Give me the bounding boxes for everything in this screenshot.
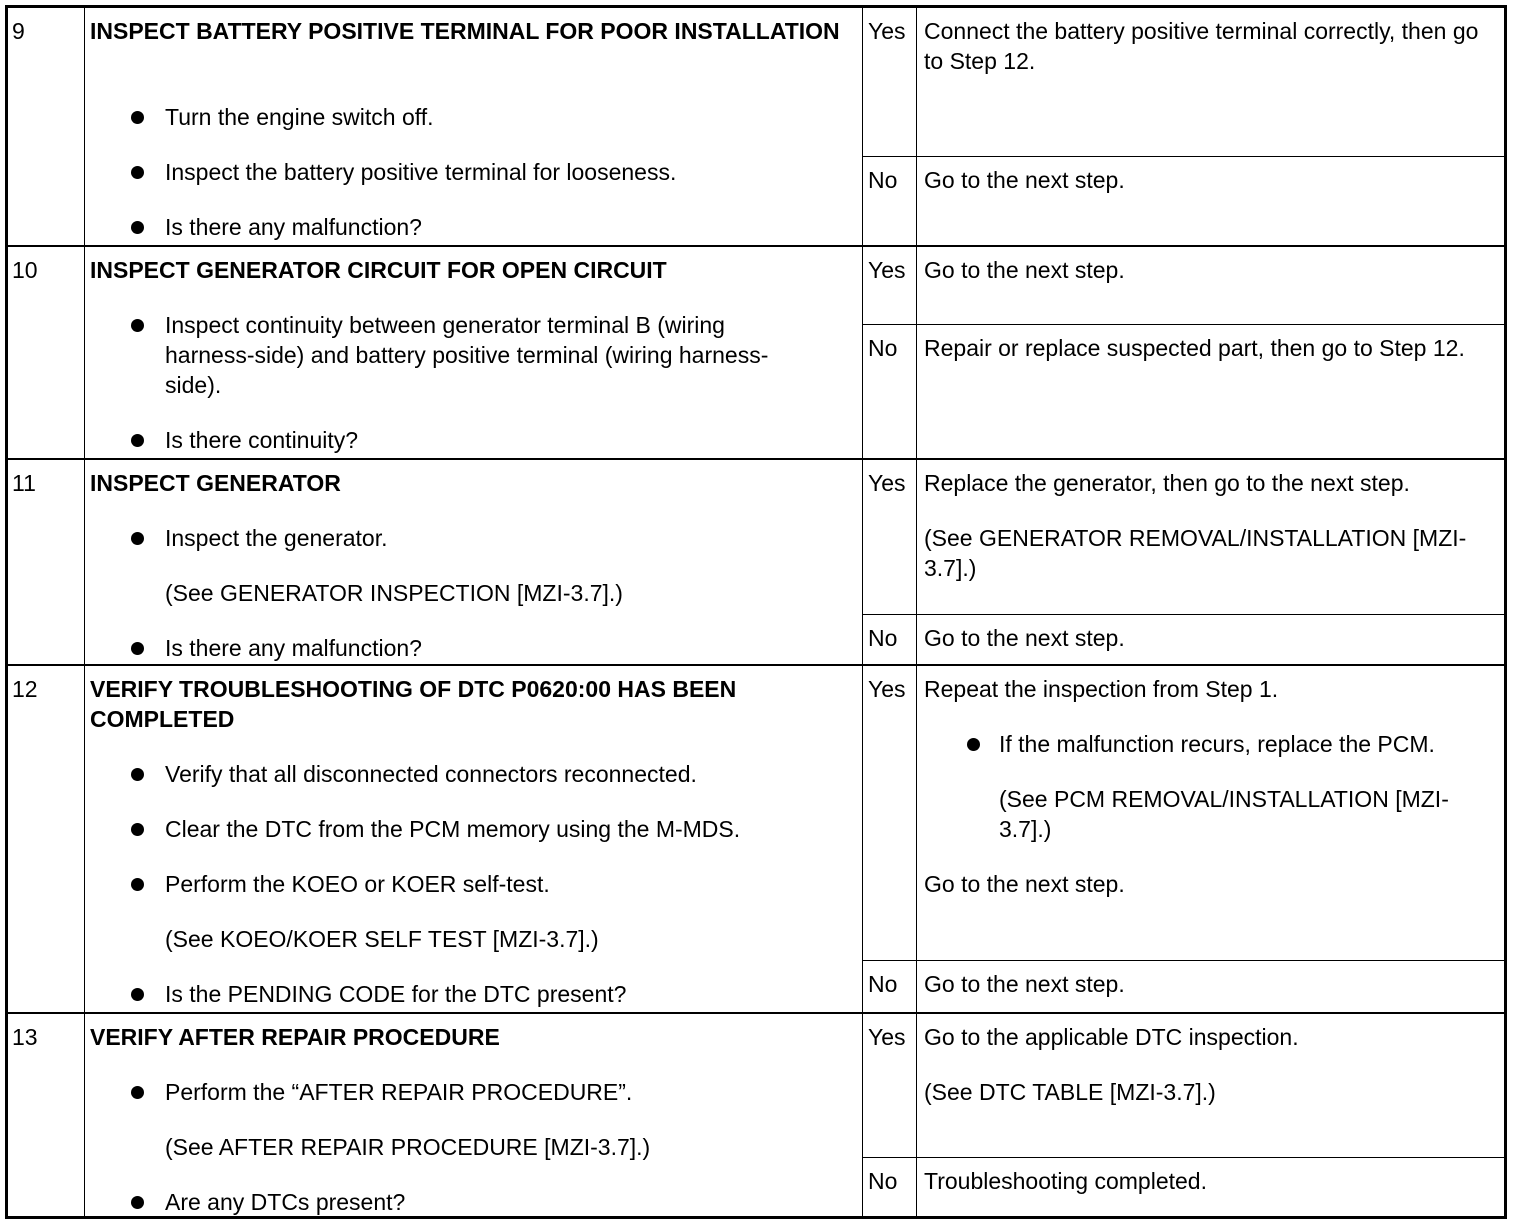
action-cell [85,8,863,245]
action-cell [85,247,863,458]
no-label: No [868,971,898,997]
no-result [863,157,1504,245]
bullet-icon [131,532,144,545]
no-text: Go to the next step. [924,971,1125,997]
bullet-item: Turn the engine switch off. [165,102,825,132]
yes-text: Go to the next step. [924,257,1125,283]
bullet-item: Verify that all disconnected connectors reconnected. [165,759,825,789]
bullet-item: Is there continuity? [165,425,825,455]
yes-label: Yes [868,18,906,44]
troubleshooting-table [5,5,1507,1219]
no-label: No [868,335,898,361]
bullet-item: Is there any malfunction? [165,633,825,663]
step-heading: INSPECT GENERATOR CIRCUIT FOR OPEN CIRCUIT [90,257,667,283]
step-heading: VERIFY AFTER REPAIR PROCEDURE [90,1024,500,1050]
step-heading: INSPECT BATTERY POSITIVE TERMINAL FOR POOR INSTALLATION [90,18,840,44]
no-text: Go to the next step. [924,167,1125,193]
bullet-item: Perform the “AFTER REPAIR PROCEDURE”. [165,1077,825,1107]
no-result [863,615,1504,664]
action-cell [85,460,863,664]
yes-bullet-item: If the malfunction recurs, replace the PCM. [999,729,1494,759]
bullet-icon [131,1086,144,1099]
reference-note: (See AFTER REPAIR PROCEDURE [MZI-3.7].) [165,1134,651,1160]
no-result [863,961,1504,1012]
step-number-cell [8,247,85,458]
yes-text: Replace the generator, then go to the next step. [924,470,1410,496]
bullet-item: Perform the KOEO or KOER self-test. [165,869,825,899]
yes-result [863,8,1504,157]
bullet-icon [131,642,144,655]
bullet-item: Inspect the generator. [165,523,825,553]
bullet-item: Clear the DTC from the PCM memory using the M-MDS. [165,814,825,844]
bullet-icon [131,221,144,234]
step-number: 10 [12,257,38,283]
bullet-item: Inspect the battery positive terminal for looseness. [165,157,825,187]
bullet-icon [967,738,980,751]
result-cell [863,666,1504,1012]
bullet-item: Is there any malfunction? [165,212,825,242]
yes-label: Yes [868,257,906,283]
bullet-icon [131,988,144,1001]
yes-label: Yes [868,470,906,496]
bullet-icon [131,166,144,179]
no-label: No [868,625,898,651]
bullet-item: Inspect continuity between generator terminal B (wiring harness-side) and battery positive terminal (wiring harness-side). [165,310,805,400]
yes-result [863,247,1504,325]
no-text: Troubleshooting completed. [924,1168,1207,1194]
step-heading: VERIFY TROUBLESHOOTING OF DTC P0620:00 HAS BEEN COMPLETED [90,676,737,732]
no-text: Repair or replace suspected part, then go to Step 12. [924,335,1465,361]
bullet-icon [131,319,144,332]
bullet-icon [131,823,144,836]
no-result [863,1158,1504,1216]
step-number-cell [8,460,85,664]
bullet-item: Is the PENDING CODE for the DTC present? [165,979,825,1009]
table-row [8,8,1504,247]
reference-note: (See GENERATOR INSPECTION [MZI-3.7].) [165,580,623,606]
yes-reference-note: (See PCM REMOVAL/INSTALLATION [MZI-3.7].) [999,786,1449,842]
no-text: Go to the next step. [924,625,1125,651]
step-number: 12 [12,676,38,702]
bullet-icon [131,111,144,124]
result-cell [863,247,1504,458]
bullet-icon [131,434,144,447]
step-number-cell [8,666,85,1012]
bullet-icon [131,1196,144,1209]
yes-label: Yes [868,1024,906,1050]
yes-reference-note: (See DTC TABLE [MZI-3.7].) [924,1079,1216,1105]
bullet-icon [131,768,144,781]
bullet-item: Are any DTCs present? [165,1187,825,1217]
yes-text: Go to the applicable DTC inspection. [924,1024,1299,1050]
result-cell [863,1014,1504,1216]
reference-note: (See KOEO/KOER SELF TEST [MZI-3.7].) [165,926,599,952]
yes-result [863,666,1504,961]
step-number: 9 [12,18,25,44]
bullet-icon [131,878,144,891]
action-cell [85,666,863,1012]
no-label: No [868,167,898,193]
table-row [8,247,1504,460]
step-number: 11 [12,470,36,496]
yes-result [863,1014,1504,1158]
yes-text: Connect the battery positive terminal correctly, then go to Step 12. [924,18,1479,74]
step-number-cell [8,8,85,245]
result-cell [863,460,1504,664]
yes-text: Repeat the inspection from Step 1. [924,676,1279,702]
table-row [8,460,1504,666]
yes-label: Yes [868,676,906,702]
no-label: No [868,1168,898,1194]
step-number: 13 [12,1024,38,1050]
table-row [8,1014,1504,1216]
no-result [863,325,1504,458]
yes-reference-note: (See GENERATOR REMOVAL/INSTALLATION [MZI-3.7].) [924,525,1467,581]
step-heading: INSPECT GENERATOR [90,470,341,496]
table-row [8,666,1504,1014]
step-number-cell [8,1014,85,1216]
result-cell [863,8,1504,245]
action-cell [85,1014,863,1216]
yes-result [863,460,1504,615]
yes-text-continued: Go to the next step. [924,871,1125,897]
